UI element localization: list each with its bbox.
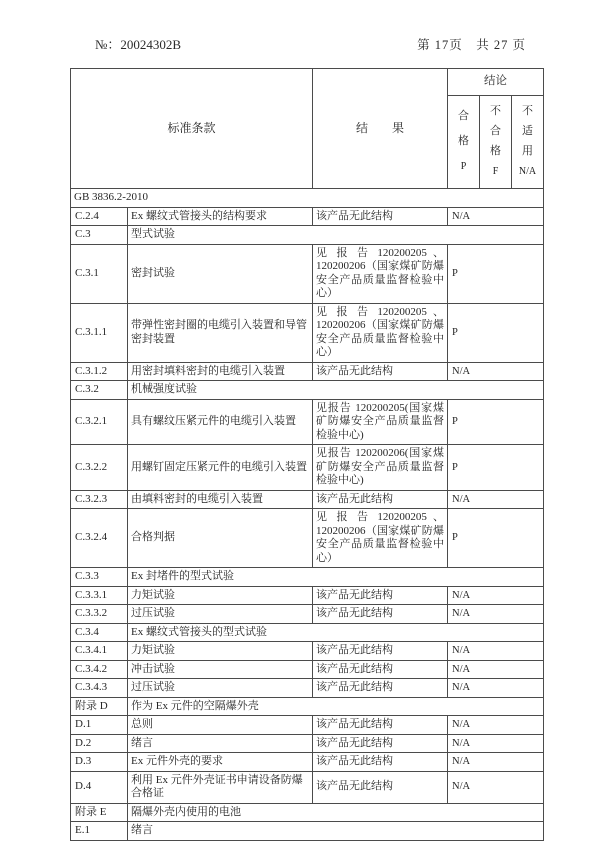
requirement-cell: 利用 Ex 元件外壳证书申请设备防爆合格证 (128, 771, 313, 803)
table-row (71, 660, 544, 679)
clause-cell: 附录 D (71, 697, 128, 716)
verdict-cell: N/A (448, 605, 544, 624)
verdict-cell: N/A (448, 642, 544, 661)
section-desc-cell: 型式试验 (128, 226, 544, 245)
verdict-cell: P (448, 303, 544, 362)
clause-cell: D.4 (71, 771, 128, 803)
verdict-cell: P (448, 509, 544, 568)
table-row (71, 642, 544, 661)
verdict-cell: N/A (448, 362, 544, 381)
clause-cell: C.3.1.2 (71, 362, 128, 381)
requirement-cell: 由填料密封的电缆引入装置 (128, 490, 313, 509)
table-row (71, 445, 544, 491)
col-header-fail-stack: 不 合 格 F (490, 105, 502, 178)
result-cell: 该产品无此结构 (313, 753, 448, 772)
col-header-conclusion: 结论 (448, 69, 544, 96)
col-header-pass-stack: 合 格 P (458, 110, 470, 173)
requirement-cell: 过压试验 (128, 605, 313, 624)
section-desc-cell: Ex 螺纹式管接头的型式试验 (128, 623, 544, 642)
table-row (71, 381, 544, 400)
clause-cell: C.3.2.3 (71, 490, 128, 509)
table-row (71, 803, 544, 822)
requirement-cell: 力矩试验 (128, 642, 313, 661)
clause-cell: C.3.2.4 (71, 509, 128, 568)
result-cell: 该产品无此结构 (313, 586, 448, 605)
clause-cell: D.1 (71, 716, 128, 735)
requirement-cell: 冲击试验 (128, 660, 313, 679)
requirement-cell: 绪言 (128, 734, 313, 753)
test-results-table (70, 68, 544, 841)
clause-cell: C.3.2.1 (71, 399, 128, 445)
col-header-pass (448, 96, 480, 189)
col-header-na (512, 96, 544, 189)
requirement-cell: Ex 螺纹式管接头的结构要求 (128, 207, 313, 226)
clause-cell: C.3.1 (71, 244, 128, 303)
verdict-cell: N/A (448, 586, 544, 605)
requirement-cell: Ex 元件外壳的要求 (128, 753, 313, 772)
table-row (71, 771, 544, 803)
table-row (71, 605, 544, 624)
requirement-cell: 带弹性密封圈的电缆引入装置和导管密封装置 (128, 303, 313, 362)
result-cell: 见报告 120200206(国家煤矿防爆安全产品质量监督检验中心) (313, 445, 448, 491)
clause-cell: D.3 (71, 753, 128, 772)
clause-cell: C.3.3.2 (71, 605, 128, 624)
table-row (71, 716, 544, 735)
table-row (71, 399, 544, 445)
table-body (71, 189, 544, 841)
table-row (71, 753, 544, 772)
header-row-1 (71, 69, 544, 96)
section-desc-cell: 绪言 (128, 822, 544, 841)
clause-cell: C.3.2 (71, 381, 128, 400)
requirement-cell: 力矩试验 (128, 586, 313, 605)
col-header-na-stack: 不 适 用 N/A (518, 105, 537, 178)
result-cell: 该产品无此结构 (313, 679, 448, 698)
verdict-cell: P (448, 399, 544, 445)
verdict-cell: N/A (448, 753, 544, 772)
result-cell: 该产品无此结构 (313, 362, 448, 381)
page-indicator: 第 17页 共 27 页 (417, 38, 526, 52)
table-row (71, 509, 544, 568)
result-cell: 见 报 告 120200205 、120200206（国家煤矿防爆安全产品质量监督检验中心） (313, 509, 448, 568)
requirement-cell: 具有螺纹压紧元件的电缆引入装置 (128, 399, 313, 445)
requirement-cell: 用螺钉固定压紧元件的电缆引入装置 (128, 445, 313, 491)
table-row (71, 734, 544, 753)
verdict-cell: N/A (448, 734, 544, 753)
result-cell: 该产品无此结构 (313, 642, 448, 661)
result-cell: 见报告 120200205(国家煤矿防爆安全产品质量监督检验中心) (313, 399, 448, 445)
clause-cell: C.3.4 (71, 623, 128, 642)
verdict-cell: N/A (448, 771, 544, 803)
clause-cell: C.3.3 (71, 568, 128, 587)
result-cell: 该产品无此结构 (313, 605, 448, 624)
table-row (71, 586, 544, 605)
table-row (71, 226, 544, 245)
table-row (71, 623, 544, 642)
clause-cell: C.3.4.1 (71, 642, 128, 661)
requirement-cell: 合格判据 (128, 509, 313, 568)
result-cell: 见 报 告 120200205 、120200206（国家煤矿防爆安全产品质量监督检验中心） (313, 244, 448, 303)
requirement-cell: 总则 (128, 716, 313, 735)
verdict-cell: P (448, 244, 544, 303)
requirement-cell: 过压试验 (128, 679, 313, 698)
verdict-cell: N/A (448, 679, 544, 698)
clause-cell: C.2.4 (71, 207, 128, 226)
verdict-cell: N/A (448, 490, 544, 509)
table-header (71, 69, 544, 189)
clause-cell: 附录 E (71, 803, 128, 822)
page-header (0, 34, 600, 53)
result-cell: 该产品无此结构 (313, 207, 448, 226)
table-row (71, 490, 544, 509)
section-desc-cell: Ex 封堵件的型式试验 (128, 568, 544, 587)
clause-cell: D.2 (71, 734, 128, 753)
table-row (71, 679, 544, 698)
verdict-cell: N/A (448, 207, 544, 226)
clause-cell: C.3.3.1 (71, 586, 128, 605)
requirement-cell: 密封试验 (128, 244, 313, 303)
result-cell: 该产品无此结构 (313, 716, 448, 735)
clause-cell: C.3.1.1 (71, 303, 128, 362)
clause-cell: C.3 (71, 226, 128, 245)
table-row (71, 697, 544, 716)
requirement-cell: 用密封填料密封的电缆引入装置 (128, 362, 313, 381)
table-row (71, 568, 544, 587)
verdict-cell: P (448, 445, 544, 491)
clause-cell: C.3.2.2 (71, 445, 128, 491)
standard-title-cell: GB 3836.2-2010 (71, 189, 544, 208)
result-cell: 该产品无此结构 (313, 771, 448, 803)
result-cell: 该产品无此结构 (313, 490, 448, 509)
clause-cell: E.1 (71, 822, 128, 841)
table-row (71, 303, 544, 362)
col-header-clause: 标准条款 (71, 69, 313, 189)
table-row (71, 362, 544, 381)
col-header-result: 结 果 (313, 69, 448, 189)
result-cell: 见 报 告 120200205 、120200206（国家煤矿防爆安全产品质量监督检验中心） (313, 303, 448, 362)
section-desc-cell: 作为 Ex 元件的空隔爆外壳 (128, 697, 544, 716)
table-row (71, 244, 544, 303)
report-number (95, 34, 181, 53)
table-row (71, 822, 544, 841)
verdict-cell: N/A (448, 716, 544, 735)
table-row (71, 207, 544, 226)
result-cell: 该产品无此结构 (313, 734, 448, 753)
section-desc-cell: 隔爆外壳内使用的电池 (128, 803, 544, 822)
report-number-value: 20024302B (120, 37, 182, 52)
section-desc-cell: 机械强度试验 (128, 381, 544, 400)
clause-cell: C.3.4.3 (71, 679, 128, 698)
result-cell: 该产品无此结构 (313, 660, 448, 679)
table-row (71, 189, 544, 208)
verdict-cell: N/A (448, 660, 544, 679)
clause-cell: C.3.4.2 (71, 660, 128, 679)
report-number-label: №： (95, 37, 121, 52)
col-header-fail (480, 96, 512, 189)
